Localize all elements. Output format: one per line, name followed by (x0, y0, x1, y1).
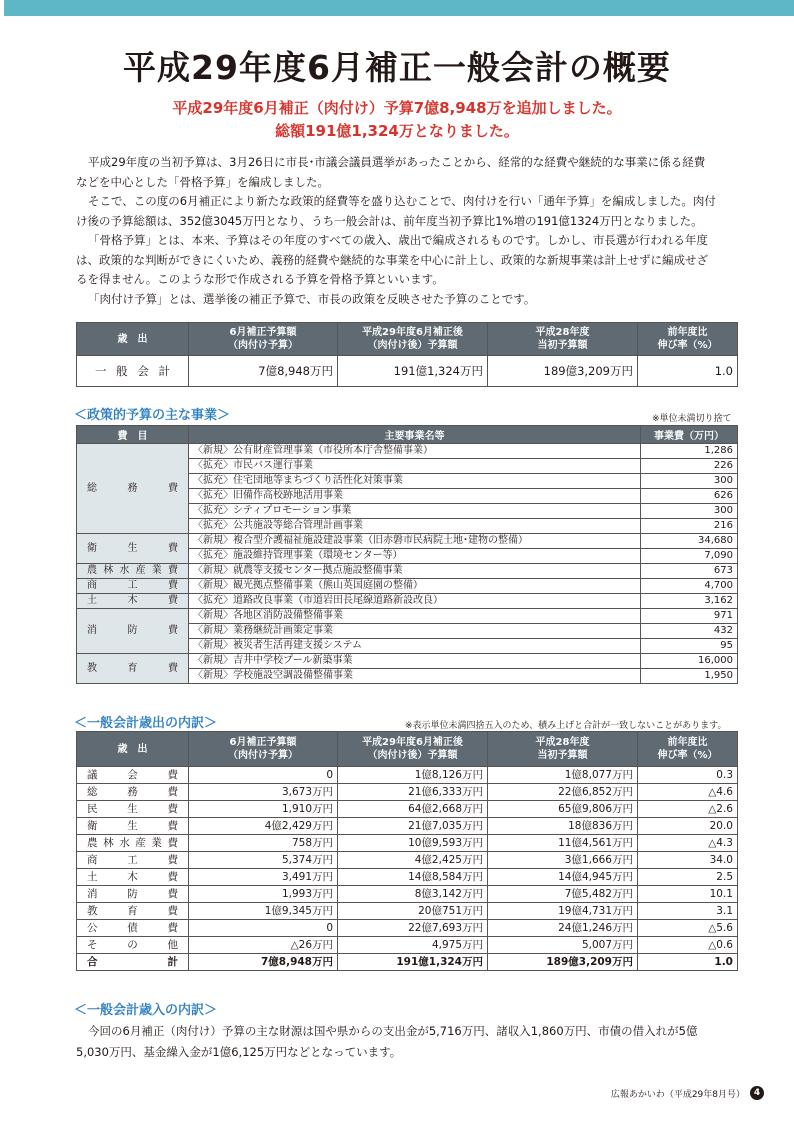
project-cost: 432 (641, 624, 738, 639)
policy-row (77, 654, 738, 669)
cell-value: △2.6 (638, 801, 738, 818)
cell-value: 34.0 (638, 852, 738, 869)
project-name: 〈新規〉観光拠点整備事業（熊山英国庭園の整備） (189, 579, 641, 594)
cell-value: 14億8,584万円 (338, 869, 488, 886)
policy-row (77, 609, 738, 624)
row-label: 衛生費 (77, 818, 189, 835)
summary-table (76, 322, 738, 387)
header-cell: 費 目 (77, 426, 189, 444)
cell-value: △5.6 (638, 920, 738, 937)
policy-category: 消防費 (77, 609, 189, 654)
revenue-section-title: ＜一般会計歳入の内訳＞ (74, 1003, 218, 1018)
policy-row (77, 444, 738, 459)
project-name: 〈新規〉複合型介護福祉施設建設事業（旧赤磐市民病院土地･建物の整備） (189, 534, 641, 549)
project-cost: 216 (641, 519, 738, 534)
row-label: 民生費 (77, 801, 189, 818)
cell-value: 5,007万円 (488, 937, 638, 954)
cell-value: 1億8,077万円 (488, 767, 638, 784)
project-cost: 1,950 (641, 669, 738, 684)
project-cost: 7,090 (641, 549, 738, 564)
expenditure-header-row (77, 732, 738, 767)
expenditure-row (77, 767, 738, 784)
cell-value: 7億8,948万円 (189, 954, 338, 971)
policy-category: 衛生費 (77, 534, 189, 564)
intro-line: は、政策的な判断ができにくいため、義務的経費や継続的な事業を中心に計上し、政策的な新規事業は計上せずに編成せざ (76, 252, 709, 267)
expenditure-row (77, 886, 738, 903)
row-label: 消防費 (77, 886, 189, 903)
expenditure-row (77, 920, 738, 937)
project-name: 〈拡充〉施設維持管理事業（環境センター等） (189, 549, 641, 564)
intro-line: 平成29年度の当初予算は、3月26日に市長･市議会議員選挙があったことから、経常的な経費や継続的な事業に係る経費 (88, 155, 706, 169)
header-cell: 平成29年度6月補正後 （肉付け後）予算額 (338, 732, 488, 767)
total-row (77, 954, 738, 971)
policy-row (77, 534, 738, 549)
header-cell: 主要事業名等 (189, 426, 641, 444)
cell-value: 64億2,668万円 (338, 801, 488, 818)
page-number: 4 (750, 1086, 764, 1100)
cell-value: 10億9,593万円 (338, 835, 488, 852)
cell-value: 65億9,806万円 (488, 801, 638, 818)
project-name: 〈新規〉学校施設空調設備整備事業 (189, 669, 641, 684)
project-name: 〈新規〉業務継続計画策定事業 (189, 624, 641, 639)
cell-value: 8億3,142万円 (338, 886, 488, 903)
policy-table (76, 425, 738, 684)
cell-value: 24億1,246万円 (488, 920, 638, 937)
expenditure-row (77, 852, 738, 869)
policy-category: 教育費 (77, 654, 189, 684)
cell-value: 1,910万円 (189, 801, 338, 818)
project-cost: 4,700 (641, 579, 738, 594)
header-cell: 歳 出 (77, 323, 189, 356)
expenditure-row (77, 937, 738, 954)
cell-value: 20.0 (638, 818, 738, 835)
project-name: 〈拡充〉旧備作高校跡地活用事業 (189, 489, 641, 504)
cell-value: △26万円 (189, 937, 338, 954)
cell-value: 3,491万円 (189, 869, 338, 886)
policy-header-row (77, 426, 738, 444)
revenue-text (76, 1021, 740, 1063)
intro-text (76, 153, 740, 309)
policy-note: ※単位未満切り捨て (652, 414, 732, 424)
summary-row (77, 356, 738, 387)
cell-value: 191億1,324万円 (338, 954, 488, 971)
cell-value: 5,374万円 (189, 852, 338, 869)
cell-value: 11億4,561万円 (488, 835, 638, 852)
policy-category: 土木費 (77, 594, 189, 609)
cell-value: 18億836万円 (488, 818, 638, 835)
top-color-bar (0, 0, 794, 16)
row-label: 合計 (77, 954, 189, 971)
summary-header-row (77, 323, 738, 356)
header-cell: 平成28年度 当初予算額 (488, 732, 638, 767)
project-name: 〈拡充〉シティプロモーション事業 (189, 504, 641, 519)
cell-value: 7億8,948万円 (189, 356, 338, 387)
row-label: 議会費 (77, 767, 189, 784)
expenditure-row (77, 818, 738, 835)
cell-value: 2.5 (638, 869, 738, 886)
cell-value: 0 (189, 767, 338, 784)
row-label: 公債費 (77, 920, 189, 937)
project-cost: 971 (641, 609, 738, 624)
cell-value: 3.1 (638, 903, 738, 920)
cell-value: 4億2,425万円 (338, 852, 488, 869)
cell-value: △4.6 (638, 784, 738, 801)
footer (611, 1086, 764, 1100)
policy-row (77, 594, 738, 609)
expenditure-section-title: ＜一般会計歳出の内訳＞ (74, 716, 218, 731)
project-cost: 16,000 (641, 654, 738, 669)
cell-value: 1,993万円 (189, 886, 338, 903)
cell-value: 22億7,693万円 (338, 920, 488, 937)
cell-value: 21億6,333万円 (338, 784, 488, 801)
cell-value: 191億1,324万円 (338, 356, 488, 387)
project-cost: 673 (641, 564, 738, 579)
cell-value: 21億7,035万円 (338, 818, 488, 835)
cell-value: 0.3 (638, 767, 738, 784)
cell-value: 1.0 (638, 954, 738, 971)
cell-value: 3,673万円 (189, 784, 338, 801)
subtitle-line-1: 平成29年度6月補正（肉付け）予算7億8,948万を追加しました。 (172, 99, 622, 117)
project-cost: 300 (641, 474, 738, 489)
intro-line: 「骨格予算」とは、本来、予算はその年度のすべての歳入、歳出で編成されるものです。しかし、市長選が行われる年度 (88, 233, 708, 247)
cell-value: △4.3 (638, 835, 738, 852)
policy-category: 総務費 (77, 444, 189, 534)
cell-value: 1.0 (638, 356, 738, 387)
project-cost: 3,162 (641, 594, 738, 609)
row-label: 農林水産業費 (77, 835, 189, 852)
header-cell: 前年度比 伸び率（%） (638, 732, 738, 767)
revenue-line: 5,030万円、基金繰入金が1億6,125万円などとなっています。 (76, 1045, 402, 1059)
row-label: 商工費 (77, 852, 189, 869)
policy-category: 農林水産業費 (77, 564, 189, 579)
cell-value: 1億9,345万円 (189, 903, 338, 920)
project-name: 〈新規〉吉井中学校プール新築事業 (189, 654, 641, 669)
intro-line: け後の予算総額は、352億3045万円となり、うち一般会計は、前年度当初予算比1%増の191億1324万円となりました。 (76, 213, 703, 228)
project-cost: 1,286 (641, 444, 738, 459)
cell-value: 4,975万円 (338, 937, 488, 954)
header-cell: 事業費（万円） (641, 426, 738, 444)
header-cell: 6月補正予算額 （肉付け予算） (189, 732, 338, 767)
expenditure-row (77, 801, 738, 818)
intro-line: るを得ません。このような形で作成される予算を骨格予算といいます。 (76, 272, 444, 286)
project-cost: 95 (641, 639, 738, 654)
expenditure-row (77, 835, 738, 852)
cell-value: 1億8,126万円 (338, 767, 488, 784)
cell-value: 20億751万円 (338, 903, 488, 920)
cell-value: 14億4,945万円 (488, 869, 638, 886)
cell-value: 7億5,482万円 (488, 886, 638, 903)
revenue-line: 今回の6月補正（肉付け）予算の主な財源は国や県からの支出金が5,716万円、諸収入1,860万円、市債の借入れが5億 (88, 1024, 698, 1038)
row-label: 土木費 (77, 869, 189, 886)
cell-value: 19億4,731万円 (488, 903, 638, 920)
subtitle-line-2: 総額191億1,324万となりました。 (275, 122, 519, 140)
header-cell: 平成29年度6月補正後 （肉付け後）予算額 (338, 323, 488, 356)
header-cell: 6月補正予算額 （肉付け予算） (189, 323, 338, 356)
policy-row (77, 564, 738, 579)
project-name: 〈拡充〉公共施設等総合管理計画事業 (189, 519, 641, 534)
cell-value: 758万円 (189, 835, 338, 852)
expenditure-note: ※表示単位未満四捨五入のため、積み上げと合計が一致しないことがあります。 (405, 721, 727, 731)
intro-line: 「肉付け予算」とは、選挙後の補正予算で、市長の政策を反映させた予算のことです。 (88, 291, 536, 306)
header-cell: 歳 出 (77, 732, 189, 767)
project-name: 〈新規〉各地区消防設備整備事業 (189, 609, 641, 624)
project-name: 〈拡充〉道路改良事業（市道岩田長尾線道路新設改良） (189, 594, 641, 609)
footer-text: 広報あかいわ（平成29年8月号） (610, 1089, 745, 1100)
project-name: 〈拡充〉住宅団地等まちづくり活性化対策事業 (189, 474, 641, 489)
policy-category: 商工費 (77, 579, 189, 594)
cell-value: 189億3,209万円 (488, 356, 638, 387)
intro-line: などを中心とした「骨格予算」を編成しました。 (76, 174, 329, 189)
policy-section-title: ＜政策的予算の主な事業＞ (74, 408, 231, 423)
row-label: 総務費 (77, 784, 189, 801)
project-name: 〈新規〉被災者生活再建支援システム (189, 639, 641, 654)
project-cost: 626 (641, 489, 738, 504)
expenditure-row (77, 869, 738, 886)
expenditure-table (76, 731, 738, 971)
project-cost: 300 (641, 504, 738, 519)
project-name: 〈新規〉公有財産管理事業（市役所本庁舎整備事業） (189, 444, 641, 459)
project-name: 〈拡充〉市民バス運行事業 (189, 459, 641, 474)
header-cell: 平成28年度 当初予算額 (488, 323, 638, 356)
header-cell: 前年度比 伸び率（%） (638, 323, 738, 356)
cell-value: 4億2,429万円 (189, 818, 338, 835)
cell-value: △0.6 (638, 937, 738, 954)
cell-value: 3億1,666万円 (488, 852, 638, 869)
project-cost: 226 (641, 459, 738, 474)
row-label: 教育費 (77, 903, 189, 920)
row-label: 一般会計 (77, 356, 189, 387)
policy-row (77, 579, 738, 594)
cell-value: 189億3,209万円 (488, 954, 638, 971)
expenditure-row (77, 784, 738, 801)
project-cost: 34,680 (641, 534, 738, 549)
expenditure-row (77, 903, 738, 920)
cell-value: 10.1 (638, 886, 738, 903)
row-label: その他 (77, 937, 189, 954)
project-name: 〈新規〉就農等支援センター拠点施設整備事業 (189, 564, 641, 579)
cell-value: 0 (189, 920, 338, 937)
page-title: 平成29年度6月補正一般会計の概要 (123, 48, 671, 87)
cell-value: 22億6,852万円 (488, 784, 638, 801)
intro-line: そこで、この度の6月補正により新たな政策的経費等を盛り込むことで、肉付けを行い「通年予算」を編成しました。肉付 (88, 194, 716, 208)
